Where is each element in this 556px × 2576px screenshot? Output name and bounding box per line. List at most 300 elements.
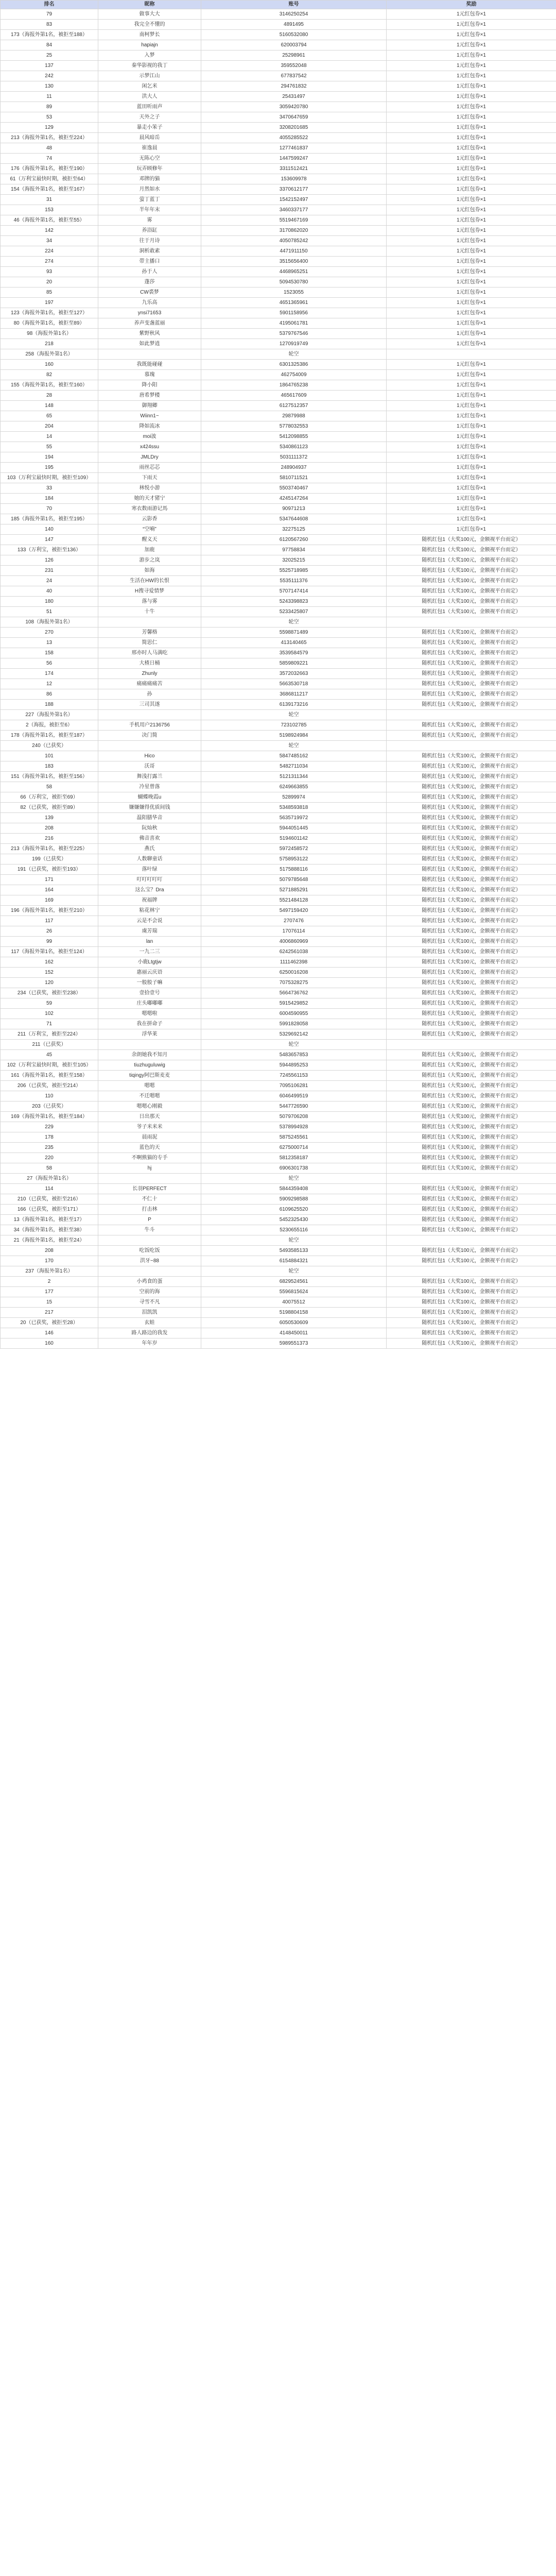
cell-rank: 208 [1, 1246, 98, 1256]
cell-account: 3515656400 [201, 257, 387, 267]
cell-nickname: 吃饭吃饭 [98, 1246, 201, 1256]
cell-nickname: 玩弄顾修年 [98, 164, 201, 174]
cell-rank: 83 [1, 20, 98, 30]
table-row [1, 1060, 556, 1071]
cell-reward: 随机红包1（大奖100元，金额视平台而定） [387, 916, 556, 926]
cell-nickname: 三司其遂 [98, 700, 201, 710]
cell-reward: 随机红包1（大奖100元，金额视平台而定） [387, 669, 556, 679]
cell-rank: 24 [1, 576, 98, 586]
cell-rank: 26 [1, 926, 98, 937]
table-row [1, 30, 556, 40]
cell-account: 5503740467 [201, 483, 387, 494]
table-row [1, 937, 556, 947]
cell-account: 5812358187 [201, 1153, 387, 1163]
table-row [1, 988, 556, 998]
cell-reward: 1元红包券×1 [387, 195, 556, 205]
cell-nickname: 云影香 [98, 514, 201, 524]
cell-reward: 随机红包1（大奖100元，金额视平台而定） [387, 1081, 556, 1091]
cell-nickname: 南柯梦长 [98, 30, 201, 40]
cell-reward: 随机红包1（大奖100元，金额视平台而定） [387, 689, 556, 700]
cell-rank: 58 [1, 782, 98, 792]
cell-reward: 1元红包券×1 [387, 226, 556, 236]
cell-reward: 随机红包1（大奖100元，金额视平台而定） [387, 648, 556, 658]
cell-nickname: 唐希梦楼 [98, 391, 201, 401]
table-row [1, 751, 556, 761]
table-row [1, 154, 556, 164]
table-row [1, 679, 556, 689]
cell-rank: 71 [1, 1019, 98, 1029]
table-row [1, 174, 556, 184]
cell-nickname [98, 349, 201, 360]
cell-rank: 55 [1, 442, 98, 452]
cell-nickname: 余朗她我不知月 [98, 1050, 201, 1060]
cell-reward [387, 741, 556, 751]
cell-rank: 146 [1, 1328, 98, 1338]
cell-nickname: 雨丝芯芯 [98, 463, 201, 473]
cell-account: 359552048 [201, 61, 387, 71]
cell-reward: 1元红包券×1 [387, 215, 556, 226]
cell-account: 3370612177 [201, 184, 387, 195]
table-row [1, 1205, 556, 1215]
cell-rank: 176（海报外第1名，被拒至190） [1, 164, 98, 174]
cell-reward: 1元红包券×1 [387, 298, 556, 308]
table-row [1, 195, 556, 205]
cell-rank: 140 [1, 524, 98, 535]
table-row [1, 524, 556, 535]
cell-reward: 1元红包券×1 [387, 360, 556, 370]
table-row [1, 1277, 556, 1287]
cell-rank: 237（海报外第1名） [1, 1266, 98, 1277]
cell-nickname: 我完全不懂的 [98, 20, 201, 30]
cell-account: 5847485162 [201, 751, 387, 761]
cell-nickname: hapiajn [98, 40, 201, 50]
cell-rank: 217 [1, 1308, 98, 1318]
cell-nickname: 祝福牌 [98, 895, 201, 906]
cell-reward: 1元红包券×1 [387, 494, 556, 504]
table-row [1, 1174, 556, 1184]
cell-reward: 随机红包1（大奖100元，金额视平台而定） [387, 1308, 556, 1318]
cell-reward: 随机红包1（大奖100元，金额视平台而定） [387, 803, 556, 813]
cell-reward: 1元红包券×1 [387, 483, 556, 494]
table-row [1, 689, 556, 700]
table-row [1, 545, 556, 555]
cell-account: 5198804158 [201, 1308, 387, 1318]
cell-account: 5663530718 [201, 679, 387, 689]
cell-rank: 199（已获奖） [1, 854, 98, 865]
cell-nickname: 虞芳瑞 [98, 926, 201, 937]
cell-reward: 随机红包1（大奖100元，金额视平台而定） [387, 823, 556, 834]
cell-account: 5844359408 [201, 1184, 387, 1194]
cell-rank: 28 [1, 391, 98, 401]
cell-rank: 56 [1, 658, 98, 669]
cell-reward: 随机红包1（大奖100元，金额视平台而定） [387, 1153, 556, 1163]
cell-rank: 80（海报外第1名，被拒至89） [1, 318, 98, 329]
cell-reward: 随机红包1（大奖100元，金额视平台而定） [387, 1050, 556, 1060]
cell-nickname: 如此梦逍 [98, 339, 201, 349]
cell-rank: 177 [1, 1287, 98, 1297]
cell-reward [387, 349, 556, 360]
table-row [1, 504, 556, 514]
table-row [1, 514, 556, 524]
table-row [1, 597, 556, 607]
cell-account: 6275000714 [201, 1143, 387, 1153]
cell-account: 5031111372 [201, 452, 387, 463]
cell-reward: 随机红包1（大奖100元，金额视平台而定） [387, 885, 556, 895]
cell-reward: 1元红包券×1 [387, 236, 556, 246]
table-row [1, 432, 556, 442]
table-row [1, 947, 556, 957]
cell-reward [387, 710, 556, 720]
table-row [1, 92, 556, 102]
cell-account: 465617609 [201, 391, 387, 401]
cell-rank: 34（海报外第1名，被拒至38） [1, 1225, 98, 1235]
table-row [1, 741, 556, 751]
cell-rank: 204 [1, 421, 98, 432]
cell-account: 5991828058 [201, 1019, 387, 1029]
cell-nickname: 洪牙~88 [98, 1256, 201, 1266]
table-row [1, 1132, 556, 1143]
cell-account: 462754009 [201, 370, 387, 380]
cell-nickname [98, 741, 201, 751]
cell-reward: 随机红包1（大奖100元，金额视平台而定） [387, 1112, 556, 1122]
cell-account: 40075512 [201, 1297, 387, 1308]
cell-reward: 随机红包1（大奖100元，金额视平台而定） [387, 844, 556, 854]
cell-account: 7075328275 [201, 978, 387, 988]
cell-nickname: 人数聊童话 [98, 854, 201, 865]
cell-account: 294761832 [201, 81, 387, 92]
cell-account: 5778032553 [201, 421, 387, 432]
cell-nickname: tiqingy阿巴斯麦麦 [98, 1071, 201, 1081]
cell-rank: 178 [1, 1132, 98, 1143]
cell-reward: 随机红包1（大奖100元，金额视平台而定） [387, 658, 556, 669]
table-row [1, 617, 556, 628]
cell-reward: 1元红包券×1 [387, 308, 556, 318]
cell-reward: 1元红包券×1 [387, 391, 556, 401]
cell-nickname: 嫌嫌嫌得优质间钱 [98, 803, 201, 813]
cell-reward: 随机红包1（大奖100元，金额视平台而定） [387, 679, 556, 689]
cell-nickname [98, 1040, 201, 1050]
table-row [1, 1091, 556, 1101]
table-row [1, 628, 556, 638]
cell-rank: 12 [1, 679, 98, 689]
cell-rank: 197 [1, 298, 98, 308]
cell-rank: 224 [1, 246, 98, 257]
cell-reward: 1元红包券×1 [387, 473, 556, 483]
cell-nickname: 邢亦时人马满吃 [98, 648, 201, 658]
cell-rank: 154（海报外第1名，被拒至167） [1, 184, 98, 195]
cell-nickname: 做事大大 [98, 9, 201, 20]
cell-rank: 129 [1, 123, 98, 133]
cell-account: 5901158956 [201, 308, 387, 318]
table-row [1, 143, 556, 154]
table-row [1, 236, 556, 246]
cell-nickname: 洞析敢素 [98, 246, 201, 257]
cell-nickname: 不迁嗯嗯 [98, 1091, 201, 1101]
table-row [1, 1143, 556, 1153]
cell-rank: 89 [1, 102, 98, 112]
cell-nickname: 舞浅打露兰 [98, 772, 201, 782]
cell-nickname: 芳馨格 [98, 628, 201, 638]
cell-reward: 1元红包券×1 [387, 102, 556, 112]
table-row [1, 834, 556, 844]
cell-nickname [98, 710, 201, 720]
cell-account: 5094530780 [201, 277, 387, 287]
cell-nickname: 壹拾壹号 [98, 988, 201, 998]
table-row [1, 401, 556, 411]
table-row [1, 1153, 556, 1163]
cell-rank: 102 [1, 1009, 98, 1019]
table-row [1, 421, 556, 432]
cell-account: 5379767546 [201, 329, 387, 339]
table-row [1, 761, 556, 772]
cell-reward: 1元红包券×1 [387, 61, 556, 71]
cell-account: 97758834 [201, 545, 387, 555]
table-row [1, 1338, 556, 1349]
table-body [1, 9, 556, 1349]
cell-rank: 82（已获奖，被拒至89） [1, 803, 98, 813]
cell-rank: 98（海报外第1名） [1, 329, 98, 339]
cell-nickname: 沃哥 [98, 761, 201, 772]
cell-nickname: 崔逸晨 [98, 143, 201, 154]
cell-nickname: 简思仁 [98, 638, 201, 648]
cell-nickname: 我在拼命子 [98, 1019, 201, 1029]
cell-account: 25298961 [201, 50, 387, 61]
table-row [1, 483, 556, 494]
cell-nickname: 入梦 [98, 50, 201, 61]
cell-reward: 1元红包券×1 [387, 524, 556, 535]
cell-reward: 1元红包券×1 [387, 504, 556, 514]
cell-rank: 180 [1, 597, 98, 607]
cell-account: 1270919749 [201, 339, 387, 349]
cell-rank: 164 [1, 885, 98, 895]
table-row [1, 71, 556, 81]
header-reward: 奖励 [387, 1, 556, 9]
cell-account: 轮空 [201, 617, 387, 628]
cell-account: 5915429852 [201, 998, 387, 1009]
cell-account: 5378994928 [201, 1122, 387, 1132]
cell-reward: 随机红包1（大奖100元，金额视平台而定） [387, 854, 556, 865]
cell-reward: 随机红包1（大奖100元，金额视平台而定） [387, 937, 556, 947]
table-row [1, 1184, 556, 1194]
cell-reward: 随机红包1（大奖100元，金额视平台而定） [387, 638, 556, 648]
table-row [1, 998, 556, 1009]
cell-account: 轮空 [201, 1040, 387, 1050]
cell-rank: 185（海报外第1名，被拒至195） [1, 514, 98, 524]
table-row [1, 1256, 556, 1266]
table-header-row [1, 1, 556, 9]
cell-account: 5598871489 [201, 628, 387, 638]
cell-nickname [98, 1174, 201, 1184]
cell-rank: 79 [1, 9, 98, 20]
cell-rank: 40 [1, 586, 98, 597]
table-row [1, 1194, 556, 1205]
cell-reward: 1元红包券×1 [387, 205, 556, 215]
table-row [1, 215, 556, 226]
cell-account: 5521484128 [201, 895, 387, 906]
table-row [1, 370, 556, 380]
cell-reward: 随机红包1（大奖100元，金额视平台而定） [387, 895, 556, 906]
cell-account: 6004590955 [201, 1009, 387, 1019]
cell-reward: 随机红包1（大奖100元，金额视平台而定） [387, 1338, 556, 1349]
table-row [1, 277, 556, 287]
cell-rank: 166（已获奖，被拒至171） [1, 1205, 98, 1215]
cell-rank: 31 [1, 195, 98, 205]
cell-nickname: 不啊熊猫的专手 [98, 1153, 201, 1163]
cell-account: 5079785648 [201, 875, 387, 885]
cell-nickname: JMLDry [98, 452, 201, 463]
table-row [1, 586, 556, 597]
cell-account: 90971213 [201, 504, 387, 514]
cell-account: 5535111376 [201, 576, 387, 586]
cell-account: 5194601142 [201, 834, 387, 844]
cell-reward: 随机红包1（大奖100元，金额视平台而定） [387, 720, 556, 731]
cell-nickname: moi波 [98, 432, 201, 442]
cell-account: 4195061781 [201, 318, 387, 329]
cell-nickname: 蓝色的天 [98, 1143, 201, 1153]
cell-reward: 随机红包1（大奖100元，金额视平台而定） [387, 1029, 556, 1040]
cell-nickname: tiuzhuguluwig [98, 1060, 201, 1071]
cell-reward: 随机红包1（大奖100元，金额视平台而定） [387, 1060, 556, 1071]
cell-rank: 103（万利宝最快时期，被拒至109） [1, 473, 98, 483]
header-nickname: 昵称 [98, 1, 201, 9]
cell-account: 1523055 [201, 287, 387, 298]
cell-account: 5452325430 [201, 1215, 387, 1225]
cell-reward: 随机红包1（大奖100元，金额视平台而定） [387, 1328, 556, 1338]
cell-reward: 1元红包券×1 [387, 143, 556, 154]
table-row [1, 566, 556, 576]
table-row [1, 102, 556, 112]
table-row [1, 1081, 556, 1091]
cell-account: 3460337177 [201, 205, 387, 215]
cell-reward: 1元红包券×1 [387, 40, 556, 50]
table-row [1, 308, 556, 318]
cell-account: 5347644608 [201, 514, 387, 524]
cell-reward: 随机红包1（大奖100元，金额视平台而定） [387, 968, 556, 978]
cell-account: 轮空 [201, 1174, 387, 1184]
cell-account: 677837542 [201, 71, 387, 81]
table-row [1, 391, 556, 401]
cell-account: 轮空 [201, 710, 387, 720]
cell-reward: 随机红包1（大奖100元，金额视平台而定） [387, 1163, 556, 1174]
cell-reward: 随机红包1（大奖100元，金额视平台而定） [387, 1256, 556, 1266]
table-row [1, 133, 556, 143]
cell-rank: 11 [1, 92, 98, 102]
table-row [1, 20, 556, 30]
cell-rank: 20（已获奖，被拒至28） [1, 1318, 98, 1328]
cell-rank: 242 [1, 71, 98, 81]
cell-account: 5635719972 [201, 813, 387, 823]
cell-rank: 85 [1, 287, 98, 298]
cell-nickname: 空前的海 [98, 1287, 201, 1297]
cell-nickname [98, 1235, 201, 1246]
cell-rank: 161（海报外第1名，被拒至158） [1, 1071, 98, 1081]
cell-reward: 随机红包1（大奖100元，金额视平台而定） [387, 978, 556, 988]
cell-rank: 33 [1, 483, 98, 494]
table-row [1, 772, 556, 782]
table-row [1, 854, 556, 865]
cell-account: 32025215 [201, 555, 387, 566]
cell-reward: 随机红包1（大奖100元，金额视平台而定） [387, 545, 556, 555]
cell-reward: 1元红包券×1 [387, 81, 556, 92]
cell-account: 5329692142 [201, 1029, 387, 1040]
cell-nickname: 降小阳 [98, 380, 201, 391]
cell-reward: 随机红包1（大奖100元，金额视平台而定） [387, 1297, 556, 1308]
table-row [1, 916, 556, 926]
cell-nickname: 天外之子 [98, 112, 201, 123]
cell-reward: 1元红包券×1 [387, 112, 556, 123]
cell-account: 5944051445 [201, 823, 387, 834]
cell-nickname: 嗯嗯心刚毅 [98, 1101, 201, 1112]
cell-rank: 152 [1, 968, 98, 978]
cell-reward: 1元红包券×1 [387, 164, 556, 174]
cell-account: 3686811217 [201, 689, 387, 700]
cell-reward: 随机红包1（大奖100元，金额视平台而定） [387, 1205, 556, 1215]
cell-reward: 1元红包券×1 [387, 92, 556, 102]
cell-reward: 1元红包券×1 [387, 133, 556, 143]
table-row [1, 9, 556, 20]
table-row [1, 865, 556, 875]
table-row [1, 123, 556, 133]
table-row [1, 576, 556, 586]
cell-reward: 随机红包1（大奖100元，金额视平台而定） [387, 1225, 556, 1235]
table-row [1, 1215, 556, 1225]
cell-account: 5447726590 [201, 1101, 387, 1112]
cell-rank: 203（已获奖） [1, 1101, 98, 1112]
cell-account: 4468965251 [201, 267, 387, 277]
cell-nickname: 孙于人 [98, 267, 201, 277]
cell-rank: 84 [1, 40, 98, 50]
cell-account: 1277461837 [201, 143, 387, 154]
table-row [1, 257, 556, 267]
table-row [1, 1163, 556, 1174]
table-row [1, 81, 556, 92]
cell-nickname: 路人路边的我发 [98, 1328, 201, 1338]
cell-nickname: 游步之岚 [98, 555, 201, 566]
cell-account: 6154884321 [201, 1256, 387, 1266]
cell-reward [387, 1040, 556, 1050]
cell-rank: 102（万利宝最快时期，被拒至105） [1, 1060, 98, 1071]
table-row [1, 782, 556, 792]
cell-account: 5909298588 [201, 1194, 387, 1205]
cell-account: 5198924984 [201, 731, 387, 741]
cell-nickname: H搜寻爱情梦 [98, 586, 201, 597]
cell-account: 5079706208 [201, 1112, 387, 1122]
table-row [1, 813, 556, 823]
cell-rank: 117（海报外第1名，被拒至124） [1, 947, 98, 957]
table-row [1, 607, 556, 617]
cell-nickname: 闲乞米 [98, 81, 201, 92]
cell-nickname: 养声变盏蓝丽 [98, 318, 201, 329]
cell-reward: 1元红包券×1 [387, 277, 556, 287]
cell-account: 5230655116 [201, 1225, 387, 1235]
cell-reward [387, 1266, 556, 1277]
cell-rank: 188 [1, 700, 98, 710]
cell-reward: 随机红包1（大奖100元，金额视平台而定） [387, 782, 556, 792]
cell-reward: 随机红包1（大奖100元，金额视平台而定） [387, 1277, 556, 1287]
cell-rank: 240（已获奖） [1, 741, 98, 751]
table-row [1, 380, 556, 391]
cell-nickname: 林悦小游 [98, 483, 201, 494]
table-row [1, 669, 556, 679]
cell-nickname: 决门简 [98, 731, 201, 741]
cell-rank: 158 [1, 648, 98, 658]
cell-nickname: 紫野秋风 [98, 329, 201, 339]
cell-nickname: 不仁十 [98, 1194, 201, 1205]
cell-reward: 1元红包券×1 [387, 329, 556, 339]
cell-reward: 1元红包券×1 [387, 50, 556, 61]
cell-rank: 160 [1, 360, 98, 370]
cell-account: 723102785 [201, 720, 387, 731]
